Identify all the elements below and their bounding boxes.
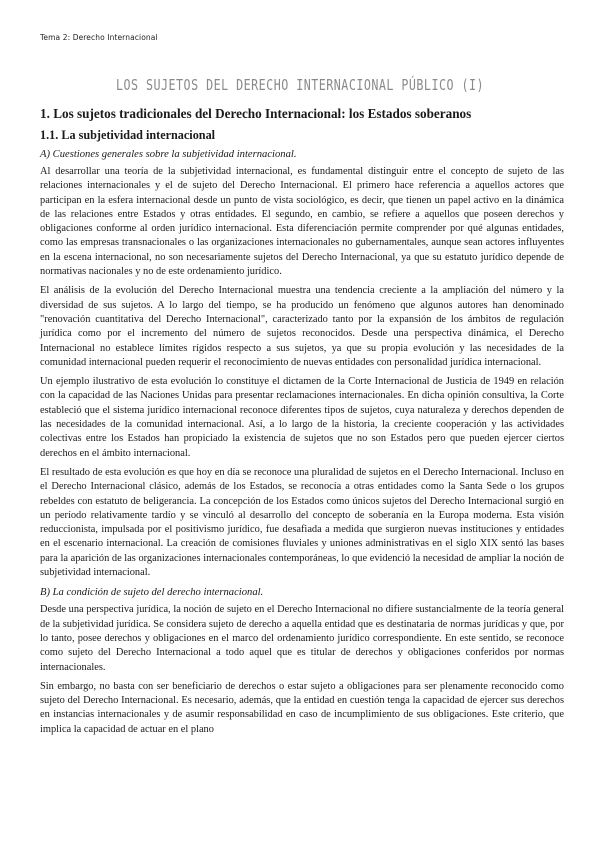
- paragraph: El análisis de la evolución del Derecho Internacional muestra una tendencia creciente a la ampliación del número y la diversidad de sus sujetos. A lo largo del tiempo, se ha producido un fenómeno que algunos autores han denominado "renovación cuantitativa del Derecho Internacional", caracterizado tanto por la expansión de los ámbitos de regulación jurídica como por el incremento del número de sujetos reconocidos. Desde una perspectiva dinámica, el Derecho Internacional no establece límites rígidos respecto a sus sujetos, ya que su propia evolución y las necesidades de la comunidad internacional pueden requerir el reconocimiento de nuevas entidades con personalidad jurídica internacional.: [40, 285, 564, 368]
- paragraph: Un ejemplo ilustrativo de esta evolución lo constituye el dictamen de la Corte Internacional de Justicia de 1949 en relación con la capacidad de las Naciones Unidas para presentar reclamaciones internacionales. En dicha opinión consultiva, la Corte estableció que el sistema jurídico internacional reconoce diferentes tipos de sujetos, cuya naturaleza y derechos dependen de las necesidades de la comunidad internacional. Así, a lo largo de la historia, la creciente cooperación y las actividades colectivas entre los Estados han propiciado la existencia de sujetos que no son Estados pero que pueden ejercer ciertos derechos en el ámbito internacional.: [40, 376, 564, 459]
- subsection-heading-b: B) La condición de sujeto del derecho internacional.: [40, 587, 264, 599]
- paragraph: Desde una perspectiva jurídica, la noción de sujeto en el Derecho Internacional no difiere sustancialmente de la teoría general de la subjetividad jurídica. Se considera sujeto de derecho a aquella entidad que es destinataria de normas jurídicas y que, por lo tanto, posee derechos y obligaciones en el marco del ordenamiento jurídico correspondiente. En este sentido, se reconoce como sujeto del Derecho Internacional a todo aquel que es titular de derechos y obligaciones conferidos por normas internacionales.: [40, 604, 564, 673]
- document-body: [40, 105, 564, 742]
- section-heading-1: 1. Los sujetos tradicionales del Derecho Internacional: los Estados soberanos: [40, 106, 472, 121]
- paragraph: Al desarrollar una teoría de la subjetividad internacional, es fundamental distinguir entre el concepto de sujeto de las relaciones internacionales y el de sujeto del Derecho Internacional. El primero hace referencia a aquellos actores que participan en la esfera internacional desde un punto de vista sociológico, es decir, que tienen un papel activo en la dinámica de las relaciones entre Estados y otras entidades. El segundo, en cambio, se refiere a aquellos que poseen derechos y obligaciones conforme al orden jurídico internacional. Esta diferenciación permite comprender por qué algunas entidades, como las empresas transnacionales o las organizaciones internacionales no gubernamentales, aunque sean actores influyentes en la escena internacional, no son necesariamente sujetos del Derecho Internacional, ya que su estatuto jurídico depende de normativas nacionales y no de este ordenamiento jurídico.: [40, 166, 564, 278]
- running-header: Tema 2: Derecho Internacional: [40, 33, 158, 42]
- subsection-heading-a: A) Cuestiones generales sobre la subjetividad internacional.: [40, 149, 297, 160]
- paragraph: El resultado de esta evolución es que hoy en día se reconoce una pluralidad de sujetos en el Derecho Internacional. Incluso en el Derecho Internacional clásico, además de los Estados, se reconocía a otras entidades como la Santa Sede o los grupos rebeldes con estatuto de beligerancia. La concepción de los Estados como únicos sujetos del Derecho Internacional surgió en un período relativamente tardío y se vinculó al desarrollo del concepto de soberanía en la Europa moderna. Esta visión reduccionista, impulsada por el positivismo jurídico, fue desafiada a medida que surgieron nuevas instituciones y entidades en el escenario internacional. La creación de comisiones fluviales y uniones administrativas en el siglo XIX sentó las bases para la aparición de las organizaciones internacionales contemporáneas, lo que evidenció la necesidad de ampliar la noción de subjetividad internacional.: [40, 466, 564, 579]
- section-heading-1-1: 1.1. La subjetividad internacional: [40, 128, 216, 142]
- page-title: LOS SUJETOS DEL DERECHO INTERNACIONAL PÚBLICO (I): [115, 76, 485, 94]
- paragraph: Sin embargo, no basta con ser beneficiario de derechos o estar sujeto a obligaciones para ser plenamente reconocido como sujeto del Derecho Internacional. Es necesario, además, que la entidad en cuestión tenga la capacidad de ejercer sus derechos en instancias internacionales y de asumir responsabilidad en caso de incumplimiento de sus obligaciones. Este criterio, que implica la capacidad de actuar en el plano: [40, 680, 564, 735]
